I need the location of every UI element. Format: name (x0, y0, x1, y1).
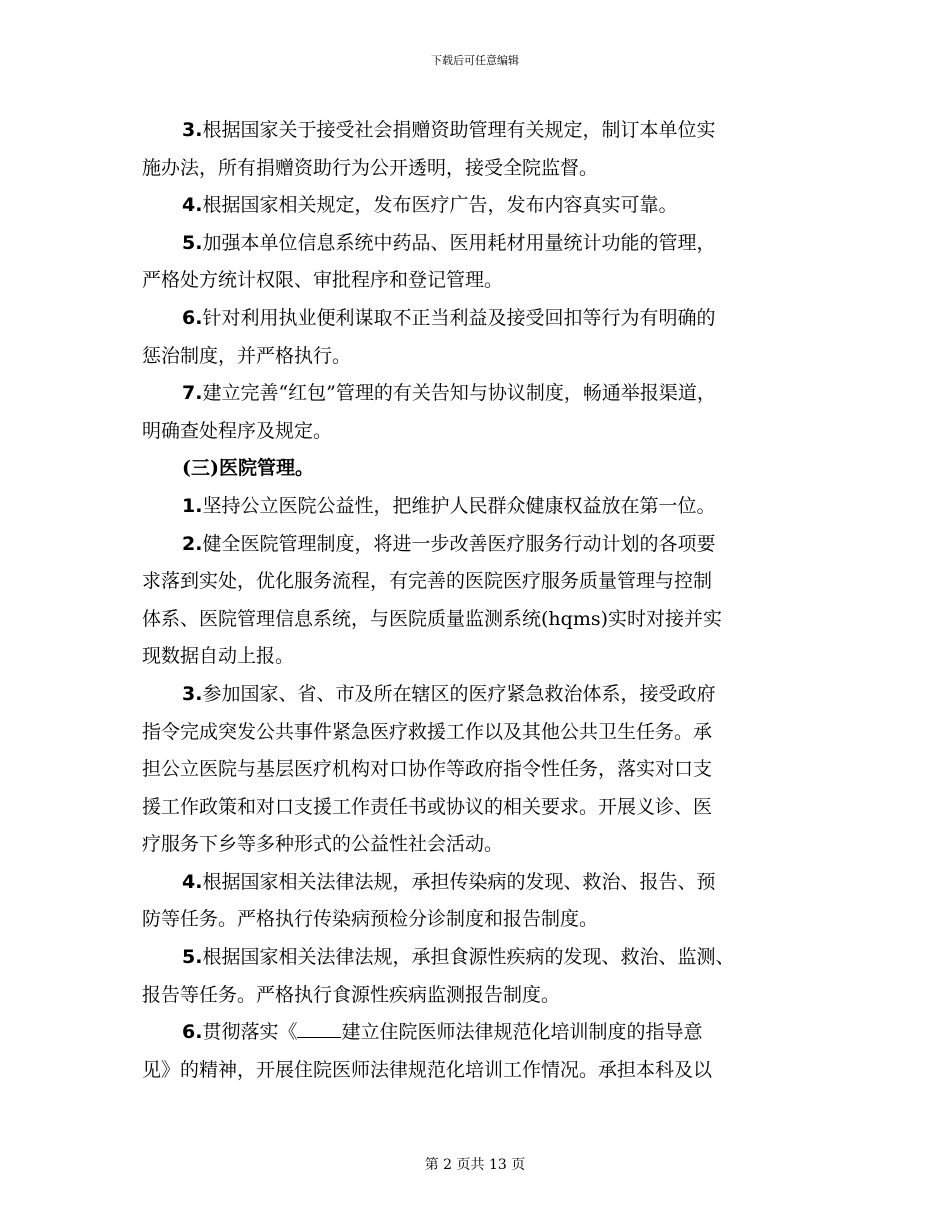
paragraph-text: 建立住院医师法律规范化培训制度的指导意 (341, 1021, 703, 1044)
paragraph-line: 明确查处程序及规定。 (142, 419, 333, 442)
item-number: 5. (182, 231, 203, 254)
paragraph-line (142, 864, 812, 902)
paragraph-text: 根据国家相关规定，发布医疗广告，发布内容真实可靠。 (202, 194, 678, 217)
paragraph-line (142, 375, 812, 413)
paragraph-line (142, 112, 812, 150)
paragraph-line: 现数据自动上报。 (142, 645, 295, 668)
paragraph-line (142, 225, 812, 263)
item-number: 3. (182, 119, 203, 141)
paragraph-line: 疗服务下乡等多种形式的公益性社会活动。 (142, 833, 504, 856)
paragraph-line (142, 187, 812, 225)
paragraph-line: 体系、医院管理信息系统，与医院质量监测系统(hqms)实时对接并实 (142, 607, 722, 630)
document-body (142, 112, 812, 1089)
paragraph-text: 贯彻落实《 (202, 1021, 298, 1044)
paragraph-line: 援工作政策和对口支援工作责任书或协议的相关要求。开展义诊、医 (142, 795, 713, 818)
paragraph-line (142, 939, 812, 977)
item-number: 6. (182, 306, 203, 329)
blank-underline (297, 1019, 341, 1038)
paragraph-line: 求落到实处，优化服务流程，有完善的医院医疗服务质量管理与控制 (142, 570, 713, 593)
paragraph-text: 健全医院管理制度，将进一步改善医疗服务行动计划的各项要 (202, 532, 716, 555)
paragraph-text: 建立完善“红包”管理的有关告知与协议制度，畅通举报渠道， (202, 382, 716, 405)
item-number: 7. (182, 382, 203, 405)
item-number: 6. (182, 1021, 203, 1044)
page-footer: 第 2 页共 13 页 (424, 1157, 526, 1173)
paragraph-text: 根据国家相关法律法规，承担传染病的发现、救治、报告、预 (202, 870, 716, 893)
item-number: 4. (182, 870, 203, 893)
paragraph-line: 见》的精神，开展住院医师法律规范化培训工作情况。承担本科及以 (142, 1058, 713, 1081)
paragraph-line: 报告等任务。严格执行食源性疾病监测报告制度。 (142, 983, 561, 1006)
paragraph-text: 参加国家、省、市及所在辖区的医疗紧急救治体系，接受政府 (202, 682, 716, 705)
paragraph-line (142, 1014, 812, 1052)
paragraph-text: 根据国家相关法律法规，承担食源性疾病的发现、救治、监测、 (202, 946, 735, 969)
paragraph-line: 惩治制度，并严格执行。 (142, 344, 352, 367)
item-number: 3. (182, 682, 203, 705)
paragraph-line (142, 300, 812, 338)
paragraph-text: 根据国家关于接受社会捐赠资助管理有关规定，制订本单位实 (202, 119, 716, 141)
item-number: 2. (182, 532, 203, 555)
paragraph-line: 严格处方统计权限、审批程序和登记管理。 (142, 269, 504, 292)
page-header-note: 下载后可任意编辑 (431, 54, 519, 67)
paragraph-line: 担公立医院与基层医疗机构对口协作等政府指令性任务，落实对口支 (142, 758, 713, 781)
paragraph-line: 防等任务。严格执行传染病预检分诊制度和报告制度。 (142, 908, 599, 931)
section-heading: (三)医院管理。 (182, 457, 314, 480)
paragraph-line (142, 526, 812, 564)
paragraph-text: 针对利用执业便利谋取不正当利益及接受回扣等行为有明确的 (202, 306, 716, 329)
paragraph-line (142, 676, 812, 714)
item-number: 5. (182, 946, 203, 969)
paragraph-text: 加强本单位信息系统中药品、医用耗材用量统计功能的管理， (202, 231, 716, 254)
paragraph-text: 坚持公立医院公益性，把维护人民群众健康权益放在第一位。 (202, 494, 716, 517)
item-number: 1. (182, 494, 203, 517)
item-number: 4. (182, 194, 203, 217)
paragraph-line: 施办法，所有捐赠资助行为公开透明，接受全院监督。 (142, 156, 599, 179)
paragraph-line: 指令完成突发公共事件紧急医疗救援工作以及其他公共卫生任务。承 (142, 720, 713, 743)
paragraph-line (142, 488, 812, 526)
